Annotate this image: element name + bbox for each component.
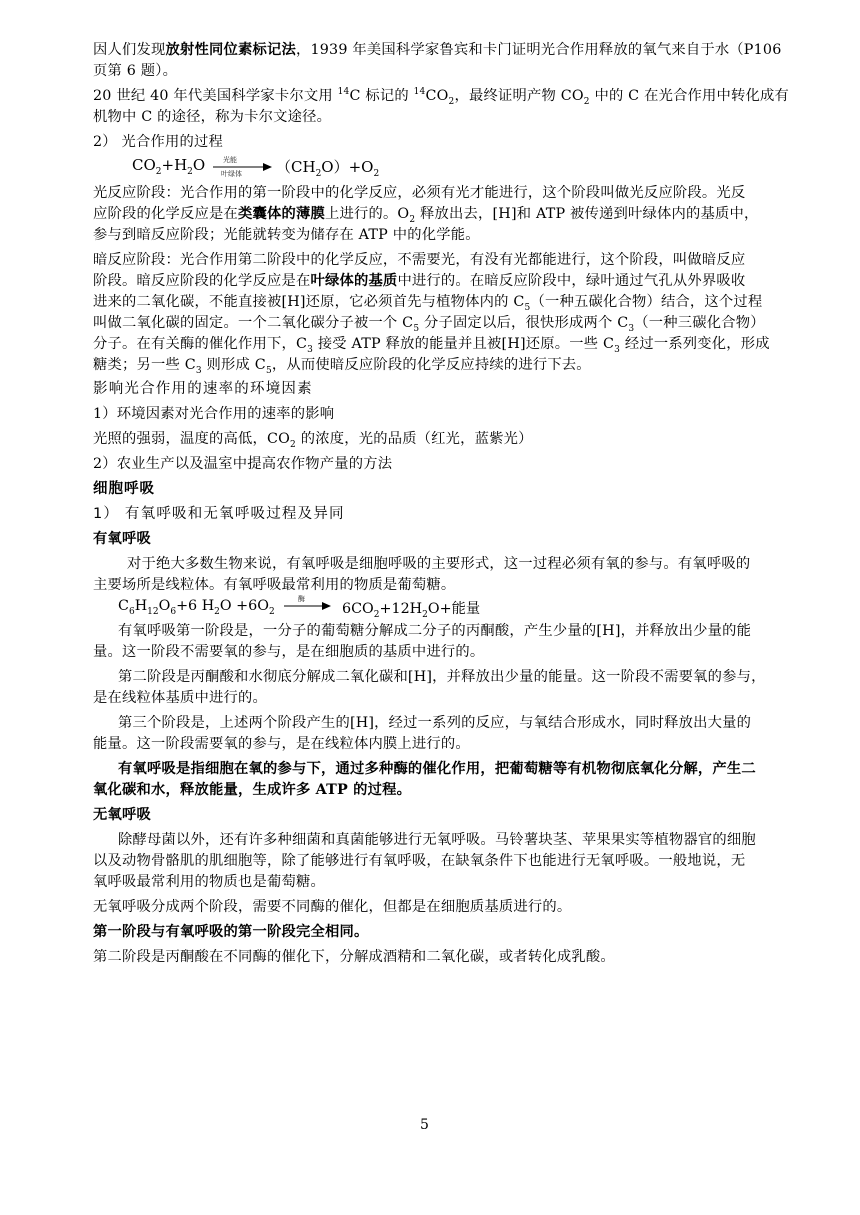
subscript: 2 <box>422 609 428 620</box>
text: H <box>134 598 148 614</box>
reaction-arrow <box>282 594 332 616</box>
arrow-bottom-label: 叶绿体 <box>221 170 242 178</box>
text: 上进行的。O <box>324 206 410 222</box>
text: O+能量 <box>427 601 481 617</box>
text: 阶段。暗反应阶段的化学反应是在 <box>93 273 311 289</box>
bold-term: 类囊体的薄膜 <box>237 206 325 222</box>
text: ，从而使暗反应阶段的化学反应持续的进行下去。 <box>271 357 591 373</box>
paragraph-line <box>93 922 773 943</box>
text: 分子。在有关酶的催化作用下，C <box>93 336 308 352</box>
text: 则形成 C <box>201 357 266 373</box>
arrow-top-label: 酶 <box>298 595 305 603</box>
text: 光照的强弱，温度的高低，CO <box>93 431 291 447</box>
text: 机物中 C 的途径，称为卡尔文途径。 <box>93 109 332 125</box>
subscript: 3 <box>628 323 635 334</box>
text: 无氧呼吸分成两个阶段，需要不同酶的催化，但都是在细胞质基质进行的。 <box>93 899 572 915</box>
text: 第三个阶段是，上述两个阶段产生的[H]，经过一系列的反应，与氧结合形成水，同时释放出大量的 <box>118 715 752 731</box>
reaction-arrow <box>211 155 273 179</box>
text: ，最终证明产物 CO <box>454 88 584 104</box>
text: 的浓度，光的品质（红光，蓝紫光） <box>295 431 533 447</box>
paragraph-line <box>93 86 790 107</box>
paragraph-line <box>93 355 773 376</box>
text: 以及动物骨骼肌的肌细胞等，除了能够进行有氧呼吸，在缺氧条件下也能进行无氧呼吸。一般地说，无 <box>93 853 746 869</box>
section-heading <box>93 132 773 153</box>
subscript: 2 <box>268 606 275 617</box>
paragraph-line <box>93 642 773 663</box>
paragraph-line <box>93 334 773 355</box>
paragraph-line <box>93 851 773 872</box>
text: （CH <box>276 158 316 176</box>
text: 细胞呼吸 <box>93 481 155 497</box>
paragraph-line <box>93 250 773 271</box>
paragraph-line <box>93 429 773 450</box>
subscript: 3 <box>307 344 314 355</box>
section-heading <box>93 529 773 550</box>
paragraph-line <box>93 780 773 801</box>
paragraph-line <box>93 61 773 82</box>
respiration-equation-left <box>118 598 275 617</box>
text: 氧呼吸最常利用的物质也是葡萄糖。 <box>93 874 325 890</box>
text: 1）环境因素对光合作用的速率的影响 <box>93 406 335 422</box>
text: 6CO <box>342 601 374 617</box>
text: 无氧呼吸 <box>93 807 151 823</box>
text: 影响光合作用的速率的环境因素 <box>93 381 313 397</box>
text: 2）农业生产以及温室中提高农作物产量的方法 <box>93 456 393 472</box>
subscript: 2 <box>583 96 590 107</box>
text: 第二阶段是丙酮酸在不同酶的催化下，分解成酒精和二氧化碳，或者转化成乳酸。 <box>93 949 615 965</box>
text: O +6O <box>219 598 269 614</box>
paragraph-line <box>93 204 773 225</box>
paragraph-line <box>93 688 773 709</box>
paragraph-line <box>93 225 773 246</box>
text: 糖类；另一些 C <box>93 357 196 373</box>
paragraph-line <box>93 897 773 918</box>
text: 经过一系列变化，形成 <box>620 336 770 352</box>
paragraph-line <box>118 830 798 851</box>
section-heading <box>93 379 773 400</box>
subscript: 12 <box>147 606 159 617</box>
text: 进来的二氧化碳，不能直接被[H]还原，它必须首先与植物体内的 C <box>93 294 525 310</box>
text: 第一阶段与有氧呼吸的第一阶段完全相同。 <box>93 924 369 940</box>
text: 能量。这一阶段需要氧的参与，是在线粒体内膜上进行的。 <box>93 736 470 752</box>
text: 有氧呼吸是指细胞在氧的参与下，通过多种酶的催化作用，把葡萄糖等有机物彻底氧化分解，产生二 <box>118 761 756 777</box>
paragraph-line <box>93 183 773 204</box>
bold-term: 放射性同位素标记法 <box>165 42 296 58</box>
text: 分子固定以后，很快形成两个 C <box>419 315 629 331</box>
subscript: 2 <box>409 214 416 225</box>
paragraph-line <box>93 947 773 968</box>
subscript: 3 <box>195 365 202 376</box>
text: 暗反应阶段：光合作用第二阶段中的化学反应，不需要光，有没有光都能进行，这个阶段，叫做暗反应 <box>93 252 746 268</box>
text: 释放出去，[H]和 ATP 被传递到叶绿体内的基质中， <box>415 206 759 222</box>
text: 参与到暗反应阶段；光能就转变为储存在 ATP 中的化学能。 <box>93 227 480 243</box>
text: 对于绝大多数生物来说，有氧呼吸是细胞呼吸的主要形式，这一过程必须有氧的参与。有氧呼吸的 <box>127 556 751 572</box>
paragraph-line <box>127 554 807 575</box>
paragraph-line <box>93 40 782 61</box>
paragraph-line <box>118 759 798 780</box>
text: 接受 ATP 释放的能量并且被[H]还原。一些 C <box>313 336 615 352</box>
paragraph-line <box>93 575 773 596</box>
subscript: 2 <box>187 167 193 177</box>
section-heading <box>93 479 773 500</box>
text: 第二阶段是丙酮酸和水彻底分解成二氧化碳和[H]，并释放出少量的能量。这一阶段不需要氧的参与， <box>118 669 766 685</box>
text: O）+O <box>321 158 374 176</box>
text: 叫做二氧化碳的固定。一个二氧化碳分子被一个 C <box>93 315 414 331</box>
bold-term: 叶绿体的基质 <box>310 273 398 289</box>
text: 应阶段的化学反应是在 <box>93 206 238 222</box>
paragraph-line <box>93 734 773 755</box>
paragraph-line <box>118 621 798 642</box>
section-heading <box>93 805 773 826</box>
subscript: 2 <box>373 169 380 179</box>
paragraph-line <box>93 107 773 128</box>
text: ，1939 年美国科学家鲁宾和卡门证明光合作用释放的氧气来自于水（P106 <box>295 42 782 58</box>
text: 页第 6 题）。 <box>93 63 178 79</box>
text: 氧化碳和水，释放能量，生成许多 ATP 的过程。 <box>93 782 412 798</box>
subscript: 5 <box>524 302 531 313</box>
text: 除酵母菌以外，还有许多种细菌和真菌能够进行无氧呼吸。马铃薯块茎、苹果果实等植物器官的细胞 <box>118 832 756 848</box>
subscript: 2 <box>315 169 322 179</box>
text: +H <box>161 156 188 174</box>
subscript: 5 <box>413 323 420 334</box>
text: C <box>118 598 129 614</box>
text: +12H <box>379 601 423 617</box>
text: +6 H <box>176 598 215 614</box>
paragraph-line <box>93 872 773 893</box>
superscript: 14 <box>413 87 426 98</box>
subscript: 2 <box>214 606 220 617</box>
text: 有氧呼吸第一阶段是，一分子的葡萄糖分解成二分子的丙酮酸，产生少量的[H]，并释放出少量的能 <box>118 623 752 639</box>
text: O <box>158 598 171 614</box>
paragraph-line <box>93 271 773 292</box>
text: （一种五碳化合物）结合，这个过程 <box>530 294 763 310</box>
superscript: 14 <box>337 87 350 98</box>
subscript: 6 <box>128 606 135 617</box>
text: （一种三碳化合物） <box>634 315 765 331</box>
photosynthesis-equation-left <box>132 156 206 177</box>
subscript: 6 <box>170 606 177 617</box>
subscript: 3 <box>614 344 621 355</box>
text: 20 世纪 40 年代美国科学家卡尔文用 <box>93 88 338 104</box>
subscript: 2 <box>373 609 380 620</box>
paragraph-line <box>93 313 773 334</box>
arrow-icon <box>282 594 332 616</box>
text: 光反应阶段：光合作用的第一阶段中的化学反应，必须有光才能进行，这个阶段叫做光反应阶段。光反 <box>93 185 746 201</box>
subscript: 5 <box>265 365 272 376</box>
page-number: 5 <box>420 1117 429 1133</box>
text: 中进行的。在暗反应阶段中，绿叶通过气孔从外界吸收 <box>397 273 746 289</box>
text: CO <box>132 156 156 174</box>
text: 有氧呼吸 <box>93 531 151 547</box>
text: 中的 C 在光合作用中转化成有 <box>589 88 790 104</box>
respiration-equation-right <box>342 598 480 618</box>
paragraph-line <box>93 292 773 313</box>
subscript: 2 <box>448 96 455 107</box>
paragraph-line <box>118 667 798 688</box>
text: 2） 光合作用的过程 <box>93 134 224 150</box>
subscript: 2 <box>290 439 296 450</box>
text: 1） 有氧呼吸和无氧呼吸过程及异同 <box>93 506 345 522</box>
photosynthesis-equation-right <box>276 156 379 177</box>
subscript: 2 <box>155 167 162 177</box>
text: 量。这一阶段不需要氧的参与，是在细胞质的基质中进行的。 <box>93 644 485 660</box>
section-heading <box>93 504 773 525</box>
text: 是在线粒体基质中进行的。 <box>93 690 267 706</box>
paragraph-line <box>118 713 798 734</box>
paragraph-line <box>93 404 773 425</box>
arrow-top-label: 光能 <box>223 156 237 164</box>
text: O <box>192 156 206 174</box>
text: 因人们发现 <box>93 42 166 58</box>
text: CO <box>425 88 449 104</box>
text: C 标记的 <box>349 88 414 104</box>
text: 主要场所是线粒体。有氧呼吸最常利用的物质是葡萄糖。 <box>93 577 456 593</box>
paragraph-line <box>93 454 773 475</box>
